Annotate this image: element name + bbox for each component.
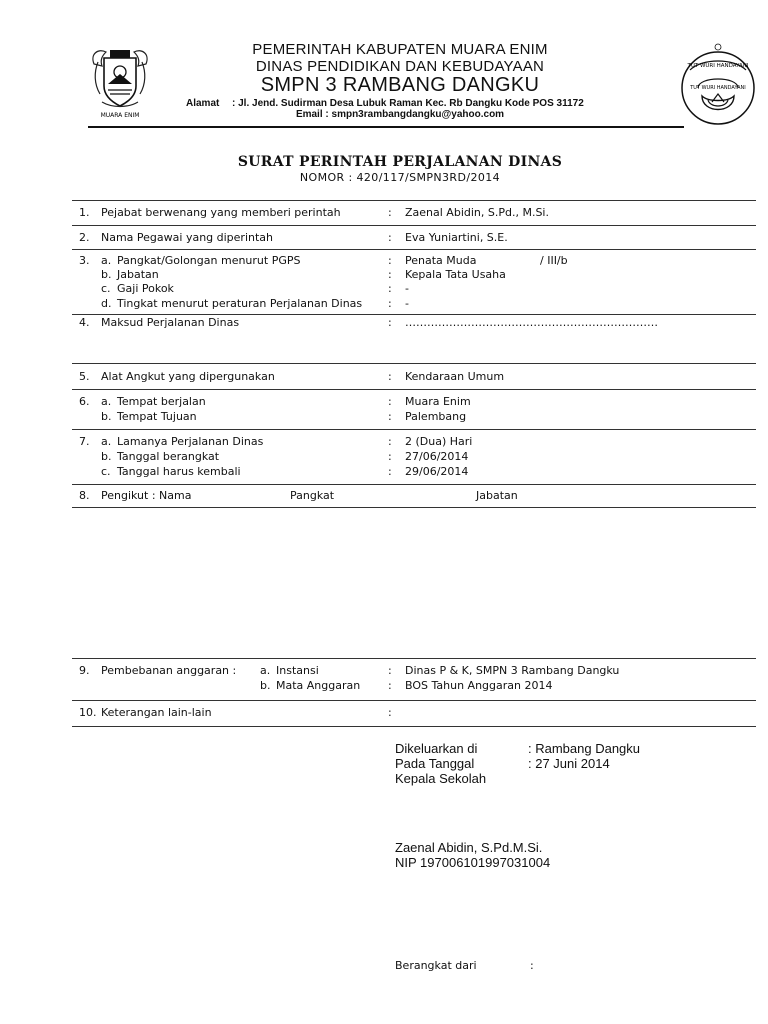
row-9a-mark: a. [260, 664, 271, 677]
row-1-label: Pejabat berwenang yang memberi perintah [101, 206, 341, 219]
header-address [186, 98, 584, 109]
row-3c-label: Gaji Pokok [117, 282, 174, 295]
table-line [72, 225, 756, 226]
row-6a-value: Muara Enim [405, 395, 471, 408]
address-value: : Jl. Jend. Sudirman Desa Lubuk Raman Kec. Rb Dangku Kode POS 31172 [232, 98, 584, 109]
letterhead-divider [88, 126, 684, 128]
departure-colon: : [530, 959, 534, 972]
row-7-number: 7. [79, 435, 90, 448]
address-label: Alamat [186, 98, 220, 109]
row-8-rank-header: Pangkat [290, 489, 335, 502]
row-10-colon: : [388, 706, 392, 719]
muara-enim-crest-logo [88, 44, 152, 120]
table-line [72, 389, 756, 390]
table-line [72, 507, 756, 508]
row-5-colon: : [388, 370, 392, 383]
issued-at-label: Dikeluarkan di [395, 741, 478, 756]
row-7a-label: Lamanya Perjalanan Dinas [117, 435, 264, 448]
row-1-number: 1. [79, 206, 90, 219]
row-4-number: 4. [79, 316, 90, 329]
row-6a-label: Tempat berjalan [117, 395, 206, 408]
row-6a-mark: a. [101, 395, 112, 408]
row-4-value: …………………………………………………………… [405, 316, 658, 329]
row-5-value: Kendaraan Umum [405, 370, 505, 383]
logo-motto-inner: TUT WURI HANDAYANI [690, 85, 746, 91]
row-4-colon: : [388, 316, 392, 329]
table-line [72, 200, 756, 201]
row-7c-mark: c. [101, 465, 111, 478]
row-6b-mark: b. [101, 410, 112, 423]
row-6b-colon: : [388, 410, 392, 423]
table-line [72, 484, 756, 485]
row-6a-colon: : [388, 395, 392, 408]
issued-at-value: : Rambang Dangku [528, 741, 641, 756]
issued-date-value: : 27 Juni 2014 [528, 756, 610, 771]
row-7b-value: 27/06/2014 [405, 450, 469, 463]
row-3b-colon: : [388, 268, 392, 281]
row-3a-mark: a. [101, 254, 112, 267]
row-9b-value: BOS Tahun Anggaran 2014 [405, 679, 553, 692]
row-3d-colon: : [388, 297, 392, 310]
table-line [72, 429, 756, 430]
issued-date-label: Pada Tanggal [395, 756, 475, 771]
header-school-name: SMPN 3 RAMBANG DANGKU [260, 74, 540, 96]
row-3c-value: - [405, 282, 409, 295]
row-2-value: Eva Yuniartini, S.E. [405, 231, 508, 244]
row-7a-mark: a. [101, 435, 112, 448]
row-3-number: 3. [79, 254, 90, 267]
row-6b-label: Tempat Tujuan [117, 410, 197, 423]
row-9a-colon: : [388, 664, 392, 677]
row-3c-mark: c. [101, 282, 111, 295]
row-7b-mark: b. [101, 450, 112, 463]
document-number: NOMOR : 420/117/SMPN3RD/2014 [299, 171, 501, 184]
row-3d-label: Tingkat menurut peraturan Perjalanan Dinas [117, 297, 363, 310]
signer-nip: NIP 197006101997031004 [395, 855, 551, 870]
row-8-position-header: Jabatan [476, 489, 518, 502]
row-6b-value: Palembang [405, 410, 467, 423]
row-2-label: Nama Pegawai yang diperintah [101, 231, 274, 244]
row-1-value: Zaenal Abidin, S.Pd., M.Si. [405, 206, 549, 219]
table-line [72, 249, 756, 250]
row-3c-colon: : [388, 282, 392, 295]
row-10-number: 10. [79, 706, 97, 719]
table-line [72, 700, 756, 701]
signer-position: Kepala Sekolah [395, 771, 487, 786]
row-7b-colon: : [388, 450, 392, 463]
row-9a-label: Instansi [276, 664, 319, 677]
row-3a-grade: / III/b [540, 254, 568, 267]
row-3b-label: Jabatan [117, 268, 159, 281]
row-9b-colon: : [388, 679, 392, 692]
row-3d-value: - [405, 297, 409, 310]
row-7c-colon: : [388, 465, 392, 478]
row-1-colon: : [388, 206, 392, 219]
row-9-label: Pembebanan anggaran : [101, 664, 237, 677]
table-line [72, 726, 756, 727]
row-9b-mark: b. [260, 679, 271, 692]
row-3b-value: Kepala Tata Usaha [405, 268, 506, 281]
row-10-label: Keterangan lain-lain [101, 706, 212, 719]
row-3d-mark: d. [101, 297, 112, 310]
header-department: DINAS PENDIDIKAN DAN KEBUDAYAAN [255, 58, 545, 75]
row-6-number: 6. [79, 395, 90, 408]
header-email: Email : smpn3rambangdangku@yahoo.com [295, 109, 505, 120]
table-line [72, 363, 756, 364]
row-9a-value: Dinas P & K, SMPN 3 Rambang Dangku [405, 664, 620, 677]
table-line [72, 314, 756, 315]
logo-caption: MUARA ENIM [100, 112, 140, 119]
row-5-number: 5. [79, 370, 90, 383]
row-3b-mark: b. [101, 268, 112, 281]
tut-wuri-handayani-logo [680, 36, 756, 136]
row-3a-colon: : [388, 254, 392, 267]
row-4-label: Maksud Perjalanan Dinas [101, 316, 240, 329]
row-3a-value: Penata Muda [405, 254, 477, 267]
row-8-number: 8. [79, 489, 90, 502]
row-7a-value: 2 (Dua) Hari [405, 435, 473, 448]
document-title: SURAT PERINTAH PERJALANAN DINAS [237, 154, 563, 170]
row-7c-label: Tanggal harus kembali [117, 465, 241, 478]
row-5-label: Alat Angkut yang dipergunakan [101, 370, 275, 383]
row-8-label: Pengikut : Nama [101, 489, 192, 502]
row-2-number: 2. [79, 231, 90, 244]
signer-name: Zaenal Abidin, S.Pd.M.Si. [395, 840, 543, 855]
header-government: PEMERINTAH KABUPATEN MUARA ENIM [252, 41, 548, 58]
row-9-number: 9. [79, 664, 90, 677]
departure-label: Berangkat dari [395, 959, 477, 972]
row-9b-label: Mata Anggaran [276, 679, 361, 692]
row-7c-value: 29/06/2014 [405, 465, 469, 478]
row-7a-colon: : [388, 435, 392, 448]
row-7b-label: Tanggal berangkat [117, 450, 220, 463]
table-line [72, 658, 756, 659]
row-2-colon: : [388, 231, 392, 244]
logo-motto-top: TUT WURI HANDAYANI [687, 63, 749, 69]
row-3a-label: Pangkat/Golongan menurut PGPS [117, 254, 301, 267]
